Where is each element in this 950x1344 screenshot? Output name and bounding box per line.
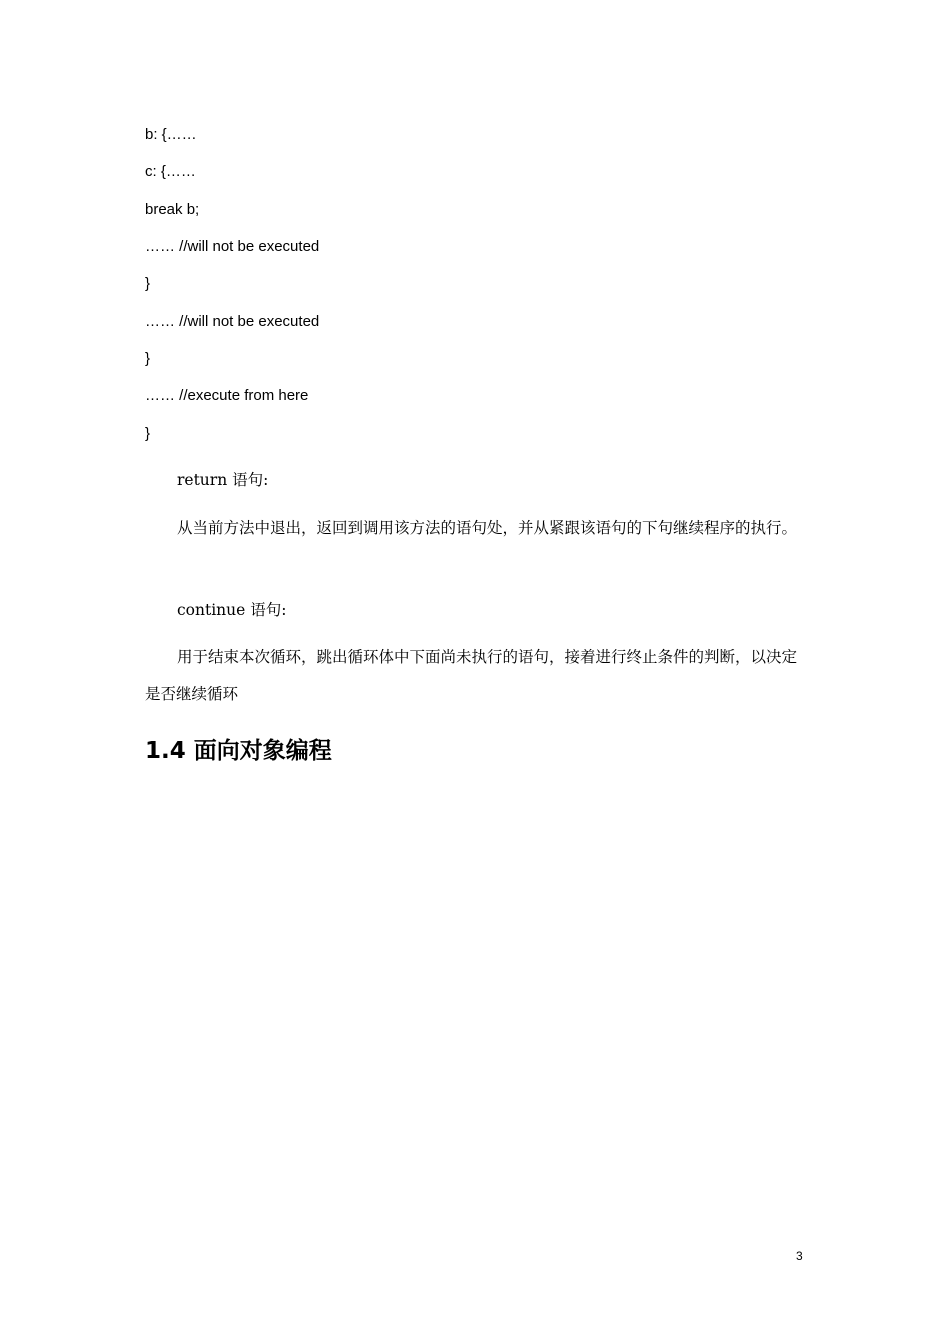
- code-line-9: }: [145, 425, 151, 442]
- code-line-8: …… //execute from here: [145, 387, 309, 404]
- code-line-4: …… //will not be executed: [145, 238, 320, 255]
- code-line-1: b: {……: [145, 126, 197, 143]
- code-line-2: c: {……: [145, 163, 196, 180]
- code-line-3: break b;: [145, 201, 200, 218]
- return-statement-label: return 语句:: [177, 471, 269, 489]
- code-line-5: }: [145, 275, 151, 292]
- section-heading: 1.4 面向对象编程: [145, 738, 332, 764]
- code-line-6: …… //will not be executed: [145, 313, 320, 330]
- continue-statement-label: continue 语句:: [177, 601, 287, 619]
- page-number: 3: [796, 1249, 803, 1263]
- return-statement-description: 从当前方法中退出，返回到调用该方法的语句处，并从紧跟该语句的下句继续程序的执行。: [177, 519, 798, 537]
- code-line-7: }: [145, 350, 151, 367]
- continue-statement-description: 用于结束本次循环，跳出循环体中下面尚未执行的语句，接着进行终止条件的判断，以决定是否继续循环: [145, 648, 798, 703]
